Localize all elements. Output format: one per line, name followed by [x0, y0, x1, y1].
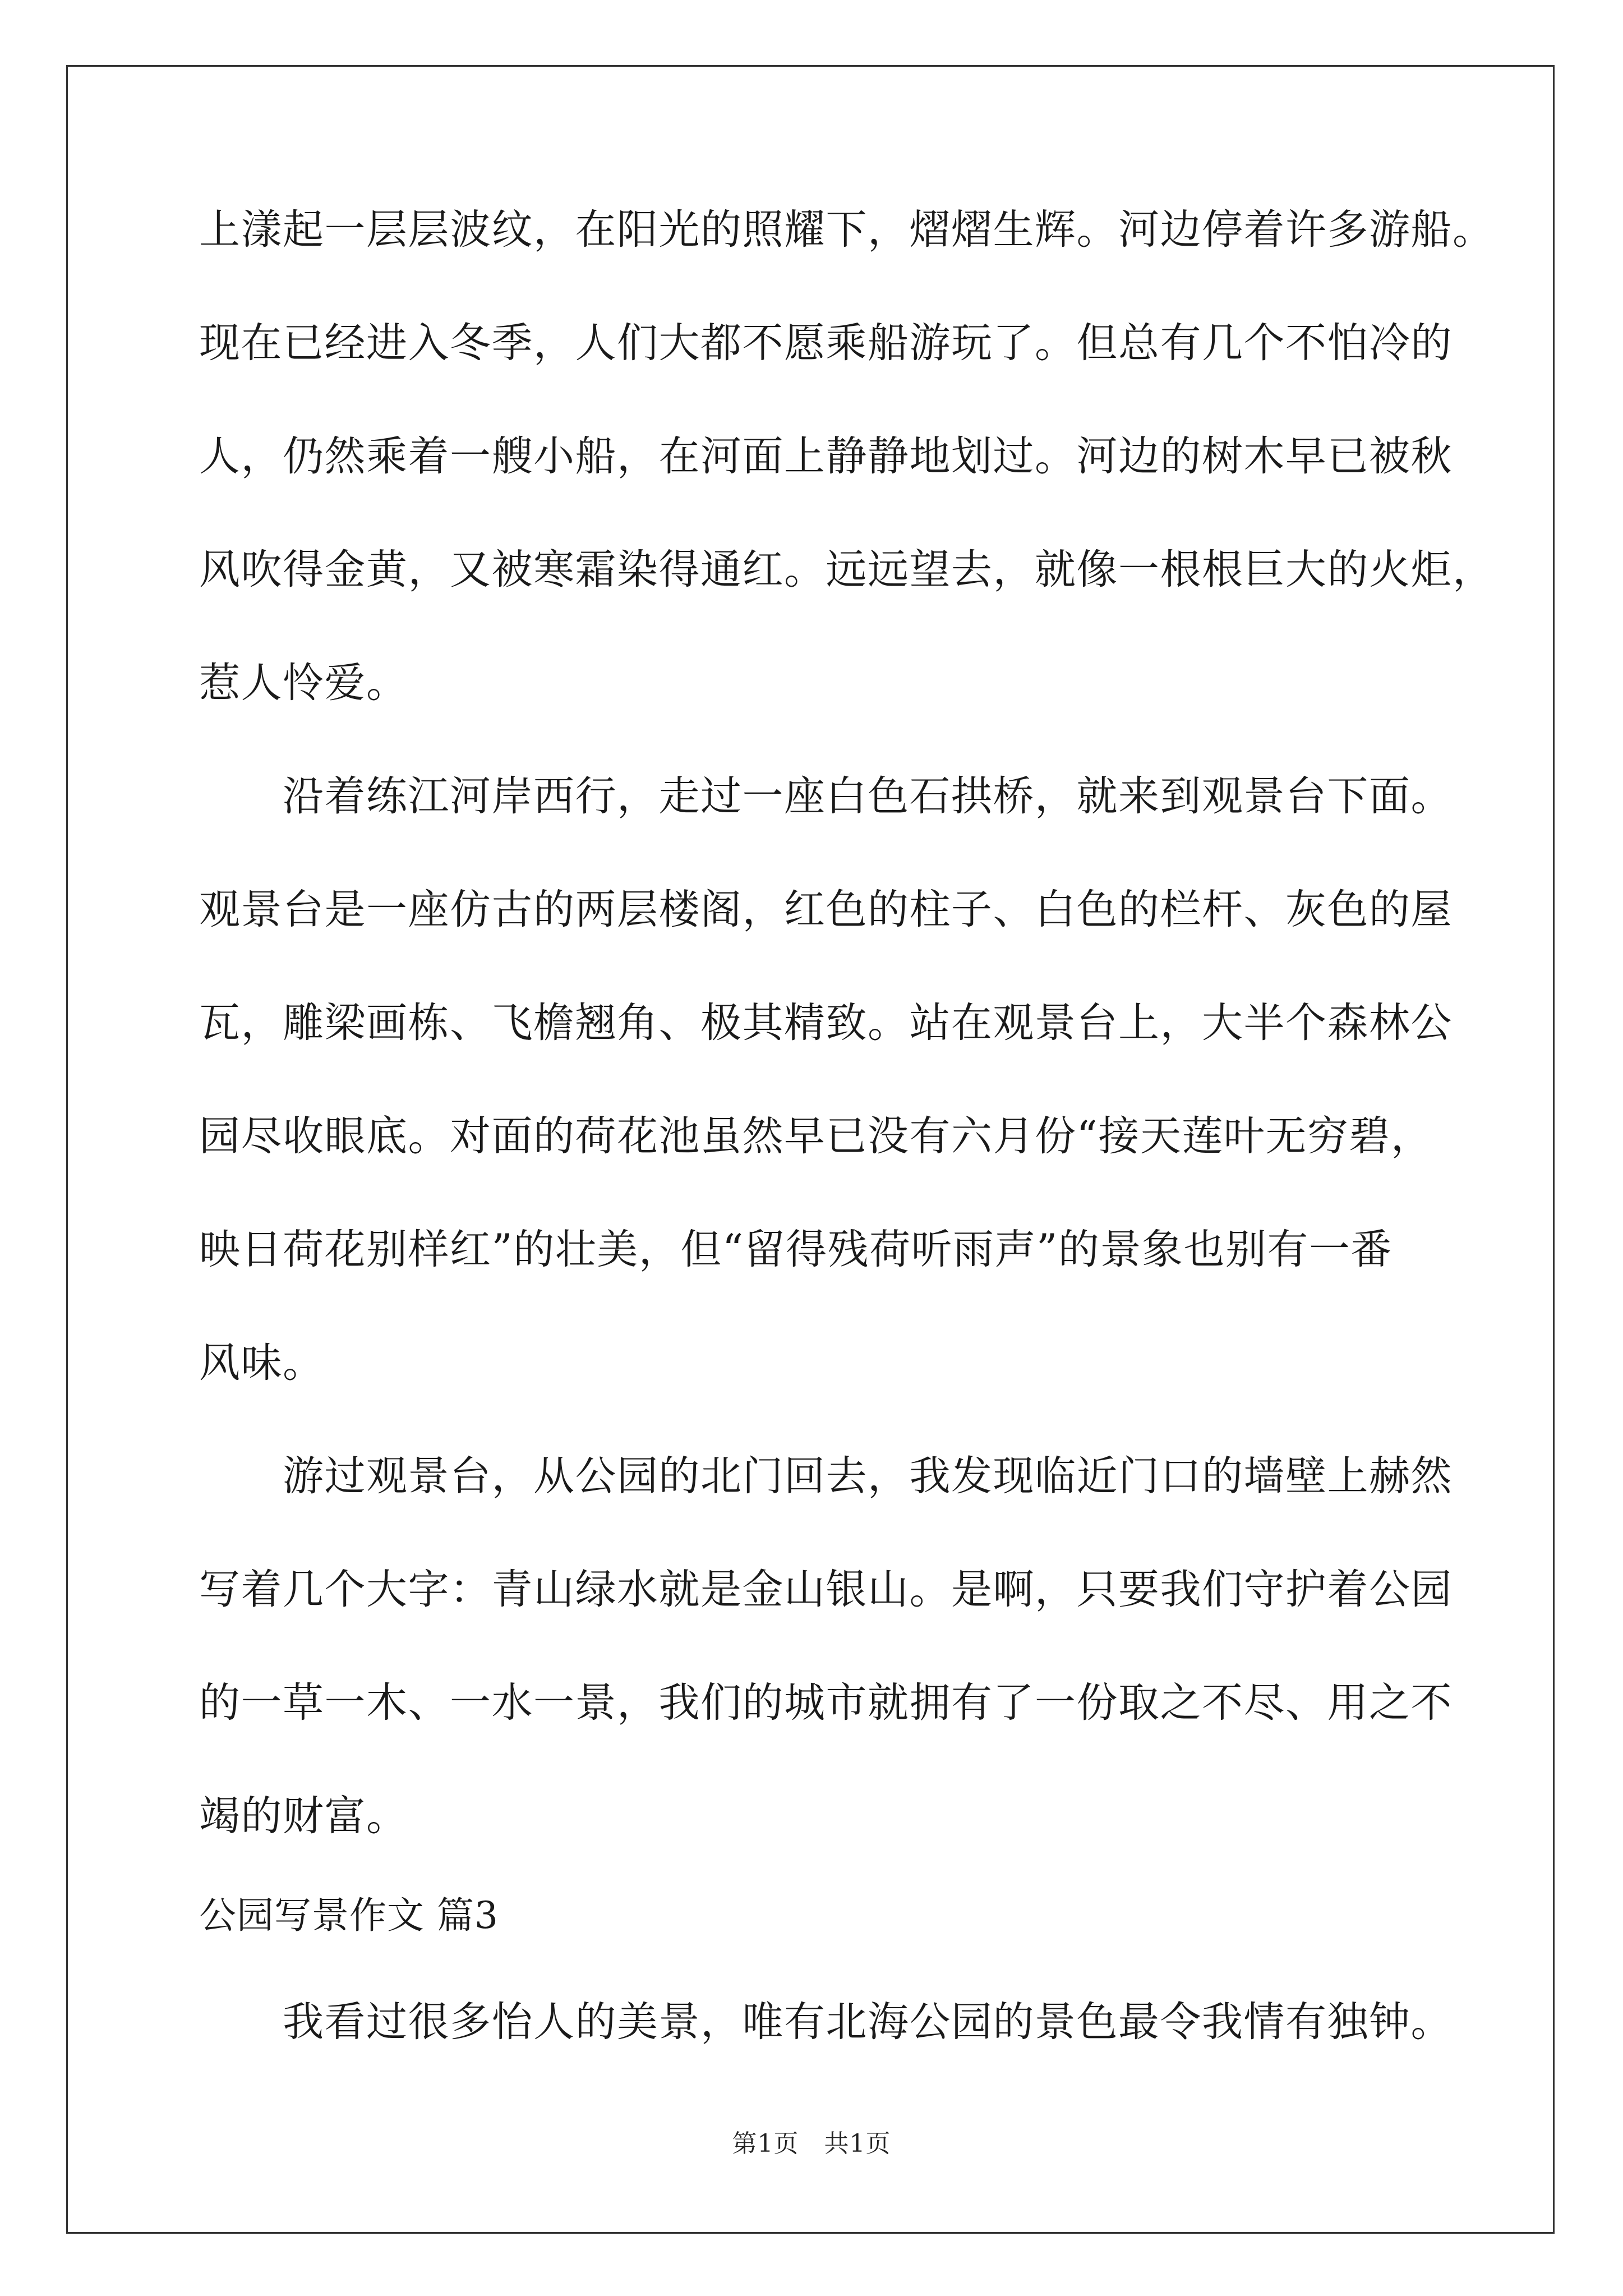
paragraph-start: 游过观景台，从公园的北门回去，我发现临近门口的墙壁上赫然	[199, 1452, 1453, 1500]
text-line: 的一草一木、一水一景，我们的城市就拥有了一份取之不尽、用之不	[199, 1679, 1453, 1727]
text-line: 上漾起一层层波纹，在阳光的照耀下，熠熠生辉。河边停着许多游船。	[199, 206, 1495, 254]
text-line: 惹人怜爱。	[199, 659, 408, 707]
text-line: 观景台是一座仿古的两层楼阁，红色的柱子、白色的栏杆、灰色的屋	[199, 886, 1453, 933]
section-heading: 公园写景作文 篇3	[199, 1894, 499, 1937]
text-line: 瓦，雕梁画栋、飞檐翘角、极其精致。站在观景台上，大半个森林公	[199, 999, 1453, 1047]
text-line: 现在已经进入冬季，人们大都不愿乘船游玩了。但总有几个不怕冷的	[199, 319, 1453, 367]
text-line: 人，仍然乘着一艘小船，在河面上静静地划过。河边的树木早已被秋	[199, 432, 1453, 480]
paragraph-start: 我看过很多怡人的美景，唯有北海公园的景色最令我情有独钟。	[199, 1998, 1453, 2046]
page-footer: 第1页 共1页	[732, 2129, 891, 2158]
text-line: 风吹得金黄，又被寒霜染得通红。远远望去，就像一根根巨大的火炬，	[199, 546, 1495, 593]
text-line: 园尽收眼底。对面的荷花池虽然早已没有六月份“接天莲叶无穷碧，	[199, 1112, 1433, 1160]
paragraph-start: 沿着练江河岸西行，走过一座白色石拱桥，就来到观景台下面。	[199, 772, 1453, 820]
text-line: 风味。	[199, 1339, 325, 1387]
text-line: 写着几个大字：青山绿水就是金山银山。是啊，只要我们守护着公园	[199, 1566, 1453, 1613]
text-line: 竭的财富。	[199, 1792, 408, 1840]
text-line: 映日荷花别样红”的壮美，但“留得残荷听雨声”的景象也别有一番	[199, 1226, 1393, 1273]
